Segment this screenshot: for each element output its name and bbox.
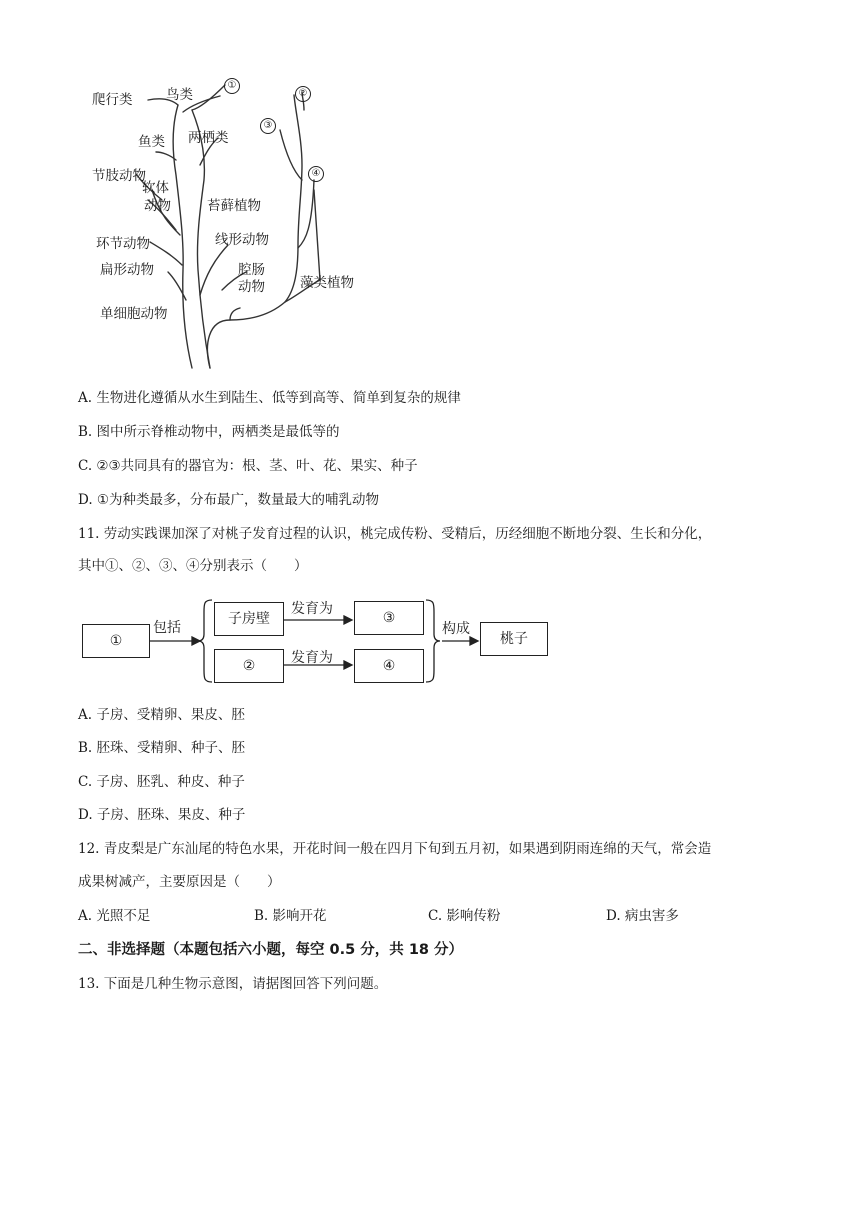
q11-stem-line-2: 其中①、②、③、④分别表示（ ）: [78, 558, 308, 574]
tree-marker-2: ②: [295, 86, 311, 102]
section-2-heading: 二、非选择题（本题包括六小题，每空 0.5 分，共 18 分）: [78, 942, 464, 958]
q12-option-d: D. 病虫害多: [606, 908, 679, 924]
tree-label-mollusks-2: 动物: [144, 198, 171, 214]
q11-option-d: D. 子房、胚珠、果皮、种子: [78, 807, 246, 823]
flow-box-2: ②: [214, 649, 284, 683]
q13-stem-line-1: 13. 下面是几种生物示意图，请据图回答下列问题。: [78, 976, 388, 992]
tree-label-flatworms: 扁形动物: [100, 262, 154, 278]
q11-option-a: A. 子房、受精卵、果皮、胚: [78, 707, 245, 723]
q10-option-c: C. ②③共同具有的器官为：根、茎、叶、花、果实、种子: [78, 458, 418, 474]
tree-label-algae: 藻类植物: [300, 275, 354, 291]
peach-development-flowchart: [80, 598, 560, 688]
tree-label-mollusks-1: 软体: [142, 180, 169, 196]
tree-label-coelenterates-2: 动物: [238, 279, 265, 295]
flow-label-constitute: 构成: [442, 621, 470, 637]
tree-branches: [80, 70, 380, 370]
flow-box-1: ①: [82, 624, 150, 658]
flow-box-ovary-wall: 子房壁: [214, 602, 284, 636]
q10-option-b: B. 图中所示脊椎动物中，两栖类是最低等的: [78, 424, 340, 440]
flow-box-4: ④: [354, 649, 424, 683]
q11-option-b: B. 胚珠、受精卵、种子、胚: [78, 740, 246, 756]
evolution-tree-figure: [80, 70, 380, 370]
q11-option-c: C. 子房、胚乳、种皮、种子: [78, 774, 245, 790]
tree-label-coelenterates-1: 腔肠: [238, 262, 265, 278]
tree-marker-3: ③: [260, 118, 276, 134]
tree-label-nematodes: 线形动物: [215, 232, 269, 248]
tree-label-birds: 鸟类: [166, 87, 193, 103]
tree-label-bryophytes: 苔藓植物: [207, 198, 261, 214]
tree-marker-4: ④: [308, 166, 324, 182]
tree-label-amphibians: 两栖类: [188, 130, 229, 146]
flow-box-3: ③: [354, 601, 424, 635]
q12-stem-line-2: 成果树减产，主要原因是（ ）: [78, 874, 281, 890]
flow-label-develops-1: 发育为: [291, 601, 333, 617]
flow-box-peach: 桃子: [480, 622, 548, 656]
tree-label-fish: 鱼类: [138, 134, 165, 150]
tree-marker-1: ①: [224, 78, 240, 94]
q12-option-b: B. 影响开花: [254, 908, 327, 924]
tree-label-arthropods: 节肢动物: [92, 168, 146, 184]
tree-label-reptiles: 爬行类: [92, 92, 133, 108]
q12-stem-line-1: 12. 青皮梨是广东汕尾的特色水果，开花时间一般在四月下旬到五月初，如果遇到阴雨连绵的天气，常会造: [78, 841, 712, 857]
q11-stem-line-1: 11. 劳动实践课加深了对桃子发育过程的认识，桃完成传粉、受精后，历经细胞不断地分裂、生长和分化，: [78, 526, 712, 542]
flow-label-include: 包括: [153, 620, 181, 636]
q12-option-a: A. 光照不足: [78, 908, 151, 924]
tree-label-annelids: 环节动物: [96, 236, 150, 252]
tree-label-protozoa: 单细胞动物: [100, 306, 168, 322]
q10-option-a: A. 生物进化遵循从水生到陆生、低等到高等、简单到复杂的规律: [78, 390, 461, 406]
q10-option-d: D. ①为种类最多，分布最广，数量最大的哺乳动物: [78, 492, 380, 508]
q12-option-c: C. 影响传粉: [428, 908, 501, 924]
flow-label-develops-2: 发育为: [291, 650, 333, 666]
